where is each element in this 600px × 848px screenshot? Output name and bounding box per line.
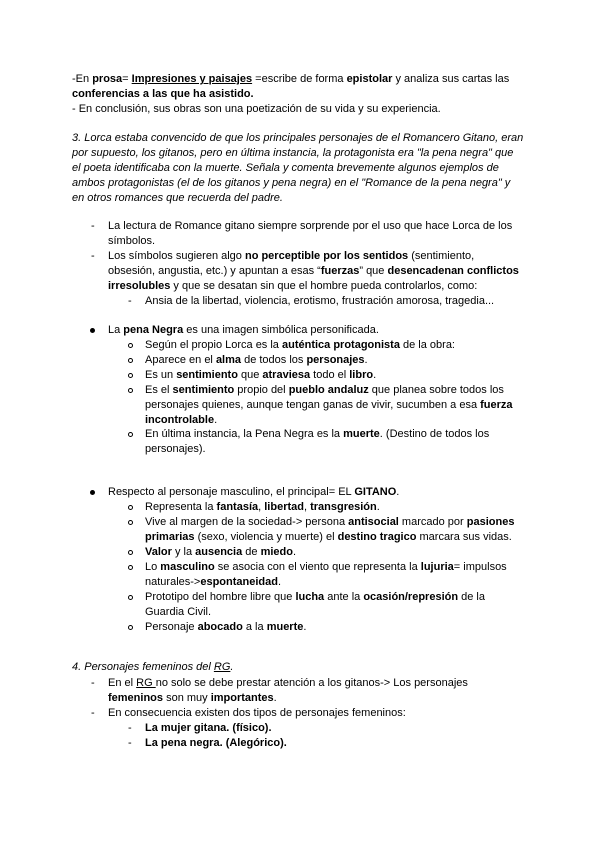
text: = — [122, 73, 132, 85]
text: Respecto al personaje masculino, el principal= EL — [108, 486, 355, 498]
dash-bullet: - — [91, 707, 95, 719]
bold-text: auténtica protagonista — [281, 339, 400, 351]
gitano-item-6 — [145, 620, 306, 635]
text: , — [303, 501, 311, 513]
bold-text: femeninos — [108, 692, 164, 704]
text: de — [242, 546, 261, 558]
dash-bullet: - — [128, 295, 132, 307]
gitano-item-1 — [145, 500, 380, 515]
text: Personaje — [145, 621, 198, 633]
simbolos-item-2 — [108, 249, 474, 264]
pena-item-5-line-2: personajes). — [145, 443, 206, 455]
text: de todos los — [241, 354, 307, 366]
dash-bullet: - — [128, 737, 132, 749]
pena-item-4 — [145, 383, 504, 398]
bold-text: fuerzas — [320, 265, 360, 277]
intro-line-2 — [72, 87, 254, 102]
bold-text: antisocial — [348, 516, 399, 528]
disc-bullet — [90, 328, 95, 333]
pena-item-3 — [145, 368, 376, 383]
pena-item-4-line-2 — [145, 398, 513, 413]
text: a la — [242, 621, 267, 633]
text: ” que — [359, 265, 388, 277]
text: se asocia con el viento que representa la — [214, 561, 421, 573]
text: propio del — [234, 384, 289, 396]
femeninos-item-1 — [108, 676, 468, 691]
pena-item-2 — [145, 353, 368, 368]
text: todo el — [310, 369, 350, 381]
femeninos-subitem-1 — [145, 721, 272, 736]
text: es una imagen simbólica personificada. — [183, 324, 379, 336]
bold-text: prosa — [92, 73, 123, 85]
text: Representa la — [145, 501, 217, 513]
text: Los símbolos sugieren algo — [108, 250, 245, 262]
simbolos-item-1: La lectura de Romance gitano siempre sorprende por el uso que hace Lorca de los — [108, 220, 513, 232]
underlined-bold-text: Impresiones y paisajes — [131, 73, 253, 85]
text: de la obra: — [399, 339, 455, 351]
text: . (Destino de todos los — [379, 428, 490, 440]
text: En el — [108, 677, 137, 689]
gitano-item-2 — [145, 515, 514, 530]
circle-bullet — [128, 625, 133, 630]
text: obsesión, angustia, etc.) y apuntan a esas “ — [108, 265, 321, 277]
gitano-item-2-line-2 — [145, 530, 512, 545]
text: son muy — [163, 692, 211, 704]
circle-bullet — [128, 373, 133, 378]
text: . — [214, 414, 218, 426]
bold-text: espontaneidad — [200, 576, 278, 588]
simbolos-item-1-cont: símbolos. — [108, 235, 156, 247]
text: La — [108, 324, 124, 336]
text: . — [364, 354, 368, 366]
bold-text: no perceptible por los sentidos — [244, 250, 409, 262]
simbolos-subitem: Ansia de la libertad, violencia, erotismo, frustración amorosa, tragedia... — [145, 295, 495, 307]
text: . — [373, 369, 377, 381]
bold-text: pueblo andaluz — [288, 384, 369, 396]
circle-bullet — [128, 388, 133, 393]
question-3-line-4: ambos protagonistas (el de los gitanos y pena negra) en el "Romance de la pena negra" y — [72, 177, 511, 189]
gitano-item-5-line-2: Guardia Civil. — [145, 606, 212, 618]
text: Según el propio Lorca es la — [145, 339, 282, 351]
femeninos-item-2: En consecuencia existen dos tipos de personajes femeninos: — [108, 707, 406, 719]
text: . — [230, 661, 234, 673]
text: (sexo, violencia y muerte) el — [194, 531, 338, 543]
text: Prototipo del hombre libre que — [145, 591, 296, 603]
text: Aparece en el — [145, 354, 216, 366]
circle-bullet — [128, 595, 133, 600]
bold-text: fuerza — [480, 399, 513, 411]
text: -En — [72, 73, 93, 85]
bold-text: personajes — [306, 354, 365, 366]
simbolos-item-2-line-3 — [108, 279, 477, 294]
text: Lo — [145, 561, 161, 573]
bold-text: conferencias a las que ha asistido. — [72, 88, 254, 100]
circle-bullet — [128, 432, 133, 437]
bold-text: muerte — [343, 428, 380, 440]
bold-text: incontrolable — [145, 414, 215, 426]
bold-text: lujuria — [420, 561, 454, 573]
text: Es el — [145, 384, 173, 396]
text: marcara sus vidas. — [416, 531, 512, 543]
circle-bullet — [128, 520, 133, 525]
question-3-line-2: por supuesto, los gitanos, pero en última instancia, la protagonista era "la pena negra" que — [72, 147, 514, 159]
gitano-item-3 — [145, 545, 296, 560]
bold-text: miedo — [260, 546, 293, 558]
bold-text: importantes — [210, 692, 274, 704]
text: naturales-> — [145, 576, 201, 588]
bold-text: GITANO — [354, 486, 397, 498]
circle-bullet — [128, 505, 133, 510]
bold-text: sentimiento — [176, 369, 238, 381]
bold-text: libertad — [264, 501, 304, 513]
gitano-item-5 — [145, 590, 485, 605]
text: . — [376, 501, 380, 513]
dash-bullet: - — [91, 220, 95, 232]
circle-bullet — [128, 343, 133, 348]
dash-bullet: - — [128, 722, 132, 734]
text: (sentimiento, — [408, 250, 475, 262]
text: . — [277, 576, 282, 588]
text: . — [396, 486, 400, 498]
bold-text: lucha — [295, 591, 325, 603]
bold-text: Valor — [145, 546, 172, 558]
bold-text: epistolar — [346, 73, 393, 85]
disc-bullet — [90, 490, 95, 495]
bold-text: La pena negra. (Alegórico). — [145, 737, 287, 749]
text: . — [293, 546, 297, 558]
underlined-text: RG — [213, 661, 231, 673]
text: , — [258, 501, 265, 513]
femeninos-subitem-2 — [145, 736, 287, 751]
text: . — [303, 621, 307, 633]
bold-text: alma — [215, 354, 242, 366]
pena-heading — [108, 323, 379, 338]
bold-text: pasiones — [466, 516, 515, 528]
text: marcado por — [398, 516, 467, 528]
bold-text: sentimiento — [172, 384, 235, 396]
circle-bullet — [128, 550, 133, 555]
gitano-heading — [108, 485, 399, 500]
bold-text: fantasía — [216, 501, 259, 513]
gitano-item-4-line-2 — [145, 575, 281, 590]
bold-text: masculino — [160, 561, 215, 573]
text: de la — [458, 591, 485, 603]
question-3-line-3: el poeta identificaba con la muerte. Señala y comenta brevemente algunos ejemplos de — [72, 162, 499, 174]
circle-bullet — [128, 565, 133, 570]
text: . — [273, 692, 277, 704]
text: no solo se debe prestar atención a los gitanos-> Los personajes — [155, 677, 468, 689]
pena-item-4-line-3 — [145, 413, 217, 428]
text: personajes quienes, aunque tengan ganas de vivir, sucumben a esa — [145, 399, 481, 411]
bold-text: atraviesa — [262, 369, 311, 381]
bold-text: pena Negra — [123, 324, 184, 336]
text: =escribe de forma — [252, 73, 347, 85]
bold-text: destino tragico — [337, 531, 417, 543]
intro-line-3: - En conclusión, sus obras son una poetización de su vida y su experiencia. — [72, 103, 441, 115]
bold-text: muerte — [266, 621, 304, 633]
bold-text: primarias — [145, 531, 195, 543]
text: = impulsos — [453, 561, 507, 573]
bold-text: abocado — [197, 621, 243, 633]
question-4-title — [72, 660, 233, 675]
text: ante la — [324, 591, 364, 603]
bold-text: libro — [349, 369, 374, 381]
pena-item-1 — [145, 338, 455, 353]
text: y la — [171, 546, 196, 558]
femeninos-item-1-line-2 — [108, 691, 277, 706]
dash-bullet: - — [91, 677, 95, 689]
bold-text: irresolubles — [108, 280, 171, 292]
intro-line-1 — [72, 72, 509, 87]
bold-text: desencadenan conflictos — [387, 265, 519, 277]
text: En última instancia, la Pena Negra es la — [145, 428, 344, 440]
text: 4. Personajes femeninos del — [72, 661, 214, 673]
question-3-line-1: 3. Lorca estaba convencido de que los principales personajes de el Romancero Gitano, eran — [72, 132, 524, 144]
bold-text: La mujer gitana. (físico). — [145, 722, 272, 734]
bold-text: ausencia — [195, 546, 243, 558]
pena-item-5 — [145, 427, 489, 442]
text: Es un — [145, 369, 177, 381]
text: y analiza sus cartas las — [392, 73, 510, 85]
question-3-line-5: en otros romances que recuerda del padre. — [72, 192, 283, 204]
text: que planea sobre todos los — [368, 384, 504, 396]
text: y que se desatan sin que el hombre pueda controlarlos, como: — [170, 280, 478, 292]
bold-text: ocasión/represión — [363, 591, 459, 603]
simbolos-item-2-line-2 — [108, 264, 519, 279]
bold-text: transgresión — [310, 501, 377, 513]
text: Vive al margen de la sociedad-> persona — [145, 516, 349, 528]
gitano-item-4 — [145, 560, 507, 575]
text: que — [237, 369, 263, 381]
underlined-text: RG — [136, 677, 156, 689]
circle-bullet — [128, 358, 133, 363]
dash-bullet: - — [91, 250, 95, 262]
